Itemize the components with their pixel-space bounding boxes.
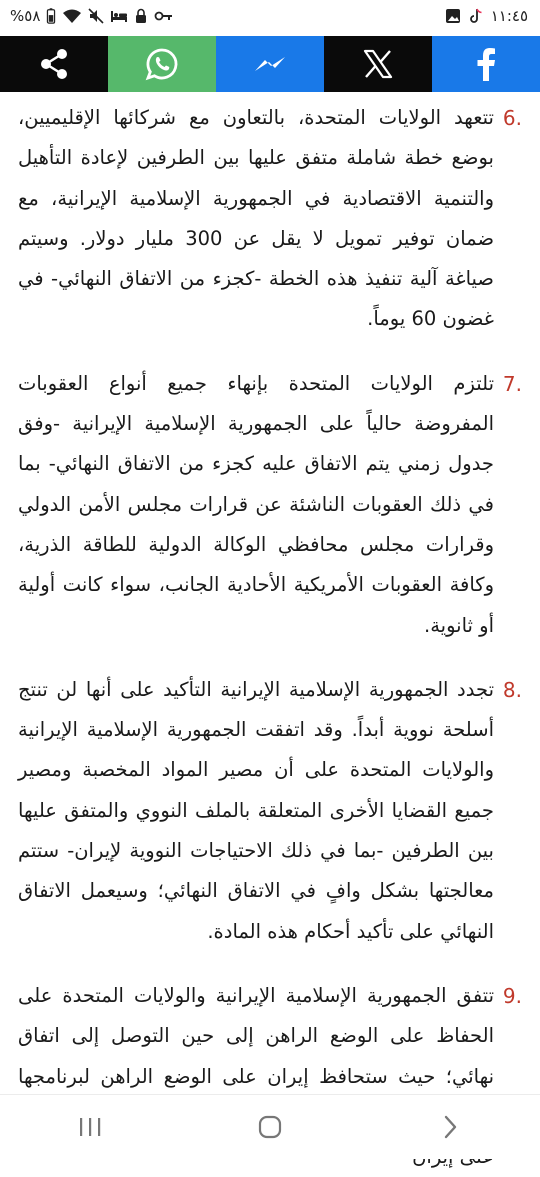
status-bar-right xyxy=(445,7,528,25)
list-item xyxy=(18,98,522,340)
article-body xyxy=(18,98,522,1090)
share-icon xyxy=(37,47,71,81)
status-time: ١١:٤٥ xyxy=(490,7,528,25)
messenger-share-button[interactable] xyxy=(216,36,324,92)
chevron-right-icon xyxy=(441,1114,459,1140)
share-button[interactable] xyxy=(0,36,108,92)
battery-percent: %٥٨ xyxy=(10,7,41,25)
status-bar-left xyxy=(10,7,174,25)
facebook-icon xyxy=(476,47,496,81)
item-text: تجدد الجمهورية الإسلامية الإيرانية التأكيد على أنها لن تنتج أسلحة نووية أبداً. وقد اتفقت الجمهورية الإسلامية الإيرانية والولايات المتحدة على أن مصير المواد المخصبة ومصير جميع القضايا الأخرى المتعلقة بالملف النووي والمتفق عليها بين الطرفين -بما في ذلك الاحتياجات النووية لإيران- ستتم معالجتها بشكل وافٍ في الاتفاق النهائي؛ وسيعمل الاتفاق النهائي على تأكيد أحكام هذه المادة. xyxy=(18,677,494,943)
list-item xyxy=(18,364,522,646)
key-icon xyxy=(154,8,174,24)
home-icon xyxy=(257,1114,283,1140)
messenger-icon xyxy=(252,52,288,76)
bed-icon xyxy=(110,8,128,24)
item-text: تلتزم الولايات المتحدة بإنهاء جميع أنواع العقوبات المفروضة حالياً على الجمهورية الإسلامية الإيرانية -وفق جدول زمني يتم الاتفاق عليه كجزء من الاتفاق النهائي- بما في ذلك العقوبات الناشئة عن قرارات مجلس الأمن الدولي وقرارات مجلس محافظي الوكالة الدولية للطاقة الذرية، وكافة العقوبات الأمريكية الأحادية الجانب، سواء كانت أولية أو ثانوية. xyxy=(18,371,494,637)
tiktok-icon xyxy=(469,8,483,24)
recents-icon xyxy=(77,1116,103,1138)
facebook-share-button[interactable] xyxy=(432,36,540,92)
share-bar xyxy=(0,36,540,92)
item-number: 6. xyxy=(502,106,522,130)
whatsapp-share-button[interactable] xyxy=(108,36,216,92)
item-text: تتفق الجمهورية الإسلامية الإيرانية والولايات المتحدة على الحفاظ على الوضع الراهن إلى حين التوصل إلى اتفاق نهائي؛ حيث ستحافظ إيران على الوضع الراهن لبرنامجها xyxy=(18,983,494,1088)
system-nav-bar xyxy=(0,1094,540,1159)
gallery-icon xyxy=(445,8,461,24)
item-number: 8. xyxy=(502,677,522,702)
x-share-button[interactable] xyxy=(324,36,432,92)
item-text: تتعهد الولايات المتحدة، بالتعاون مع شركائها الإقليميين، بوضع خطة شاملة متفق عليها بين الطرفين لإعادة التأهيل والتنمية الاقتصادية في الجمهورية الإسلامية الإيرانية، مع ضمان توفير تمويل لا يقل عن 300 مليار دولار. وسيتم صياغة آلية تنفيذ هذه الخطة -كجزء من الاتفاق النهائي- في غضون 60 يوماً. xyxy=(18,106,494,331)
x-icon xyxy=(362,48,394,80)
wifi-icon xyxy=(62,8,82,24)
home-button[interactable] xyxy=(240,1102,300,1152)
back-button[interactable] xyxy=(420,1102,480,1152)
battery-icon xyxy=(46,8,56,24)
recents-button[interactable] xyxy=(60,1102,120,1152)
status-bar xyxy=(0,0,540,36)
mute-icon xyxy=(88,8,104,24)
list-item xyxy=(18,670,522,952)
item-number: 9. xyxy=(502,983,522,1008)
whatsapp-icon xyxy=(145,47,179,81)
item-number: 7. xyxy=(502,371,522,396)
lock-icon xyxy=(134,8,148,24)
